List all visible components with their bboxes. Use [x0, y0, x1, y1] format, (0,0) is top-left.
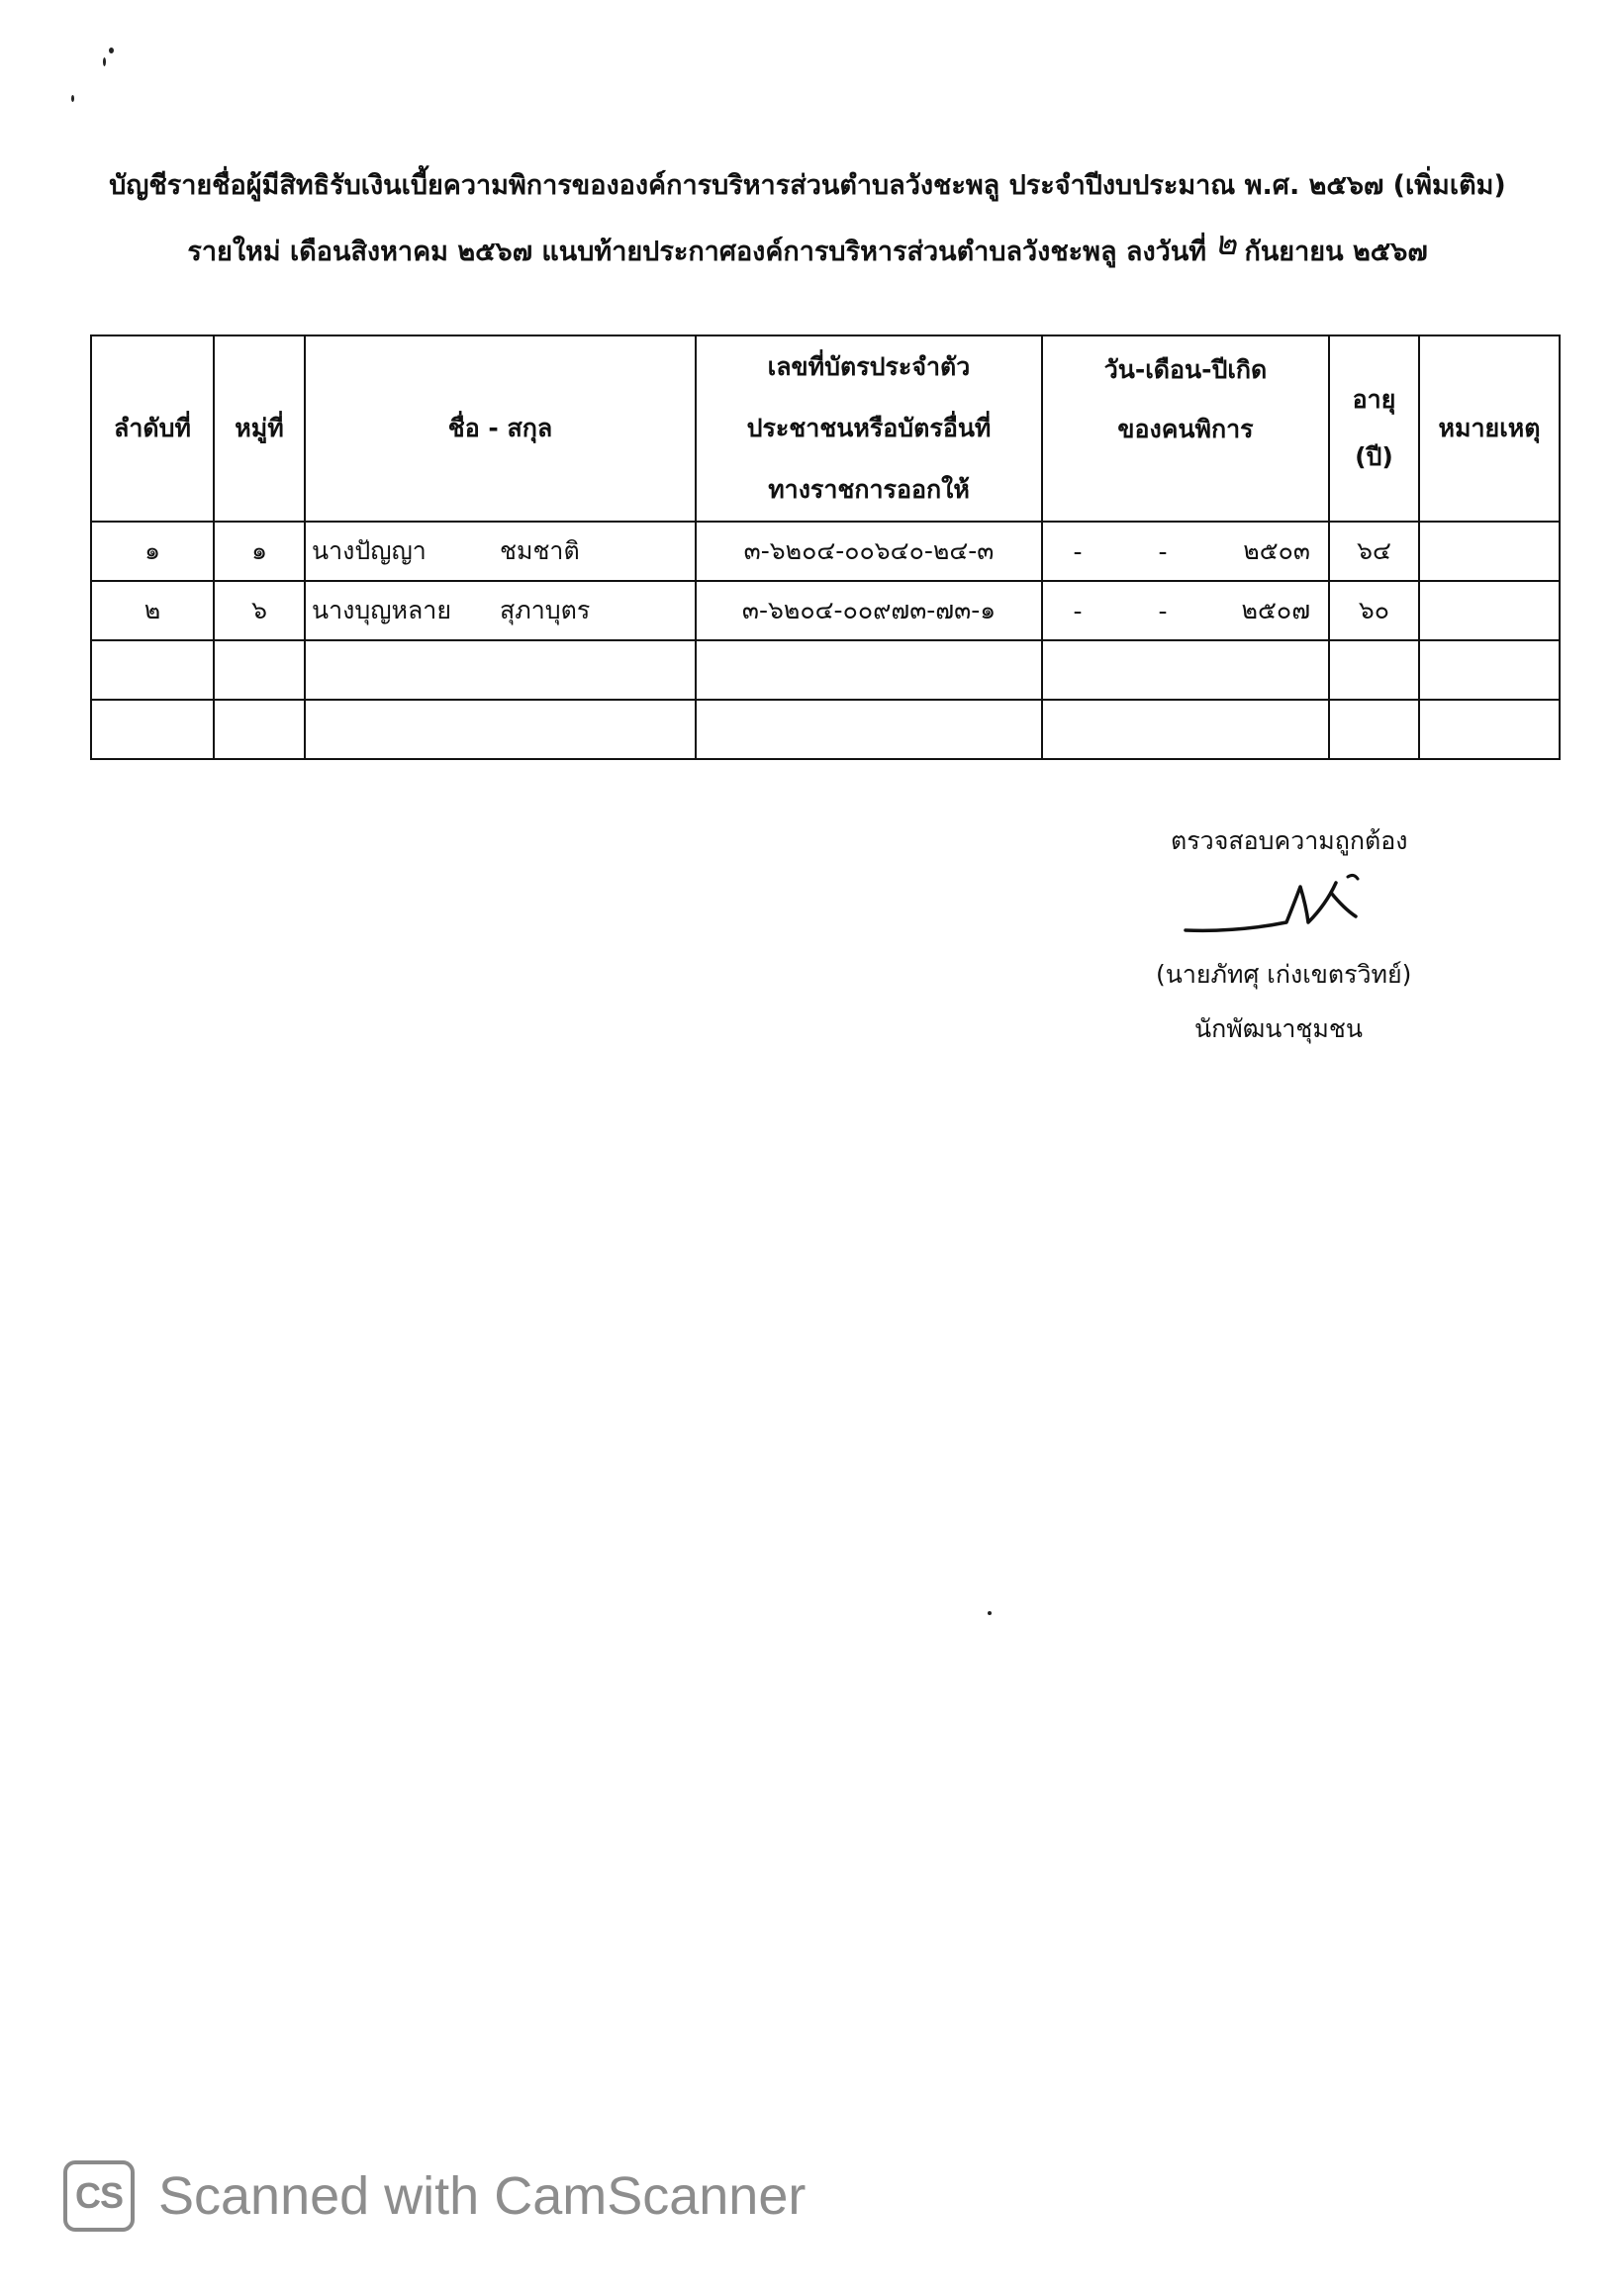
- cell-dob-year: ๒๕๐๗: [1241, 596, 1310, 624]
- header-dob-line-2: ของคนพิการ: [1117, 415, 1254, 443]
- empty-cell: [214, 640, 305, 700]
- empty-cell: [91, 700, 214, 759]
- beneficiary-table: [90, 335, 1561, 760]
- cell-remark: [1419, 581, 1560, 640]
- header-dob-line-1: วัน-เดือน-ปีเกิด: [1103, 355, 1268, 384]
- empty-cell: [1042, 700, 1329, 759]
- header-id-number: [696, 335, 1042, 522]
- header-age: [1329, 335, 1419, 522]
- header-dob: [1042, 335, 1329, 522]
- cell-dob-month: -: [1158, 536, 1168, 566]
- signer-position: นักพัฒนาชุมชน: [1194, 1014, 1363, 1043]
- header-id-line-1: เลขที่บัตรประจำตัว: [767, 352, 971, 381]
- header-village: หมู่ที่: [214, 335, 305, 522]
- cell-age: ๖๐: [1329, 581, 1419, 640]
- cell-last-name: ชมชาติ: [500, 536, 580, 565]
- cell-id-number: ๓-๖๒๐๔-๐๐๖๔๐-๒๔-๓: [696, 522, 1042, 581]
- header-id-line-2: ประชาชนหรือบัตรอื่นที่: [746, 414, 992, 442]
- document-title-line-1: บัญชีรายชื่อผู้มีสิทธิรับเงินเบี้ยความพิการขององค์การบริหารส่วนตำบลวังชะพลู ประจำปีงบประมาณ พ.ศ. ๒๕๖๗ (เพิ่มเติม): [109, 170, 1506, 201]
- cell-order: ๒: [91, 581, 214, 640]
- title-line-2-suffix: กันยายน ๒๕๖๗: [1244, 237, 1428, 267]
- signer-name: (นายภัทศุ เก่งเขตรวิทย์): [1156, 960, 1412, 989]
- empty-cell: [91, 640, 214, 700]
- empty-cell: [696, 640, 1042, 700]
- cell-id-number: ๓-๖๒๐๔-๐๐๙๗๓-๗๓-๑: [696, 581, 1042, 640]
- cell-name: [305, 522, 696, 581]
- header-name: ชื่อ - สกุล: [305, 335, 696, 522]
- watermark-text: Scanned with CamScanner: [158, 2166, 807, 2226]
- cell-first-name: นางปัญญา: [312, 536, 427, 565]
- empty-cell: [1329, 700, 1419, 759]
- cell-age: ๖๔: [1329, 522, 1419, 581]
- table-header-row: [91, 335, 1560, 522]
- table-row: [91, 522, 1560, 581]
- table-row-empty: [91, 700, 1560, 759]
- cell-dob-day: -: [1073, 596, 1083, 625]
- empty-cell: [1042, 640, 1329, 700]
- cell-village: ๖: [214, 581, 305, 640]
- empty-cell: [214, 700, 305, 759]
- header-id-line-3: ทางราชการออกให้: [768, 475, 970, 504]
- empty-cell: [696, 700, 1042, 759]
- cell-last-name: สุภาบุตร: [500, 596, 591, 624]
- empty-cell: [1419, 640, 1560, 700]
- cell-dob-month: -: [1158, 596, 1168, 625]
- header-age-line-1: อายุ: [1352, 385, 1396, 414]
- empty-cell: [1419, 700, 1560, 759]
- cell-name: [305, 581, 696, 640]
- empty-cell: [305, 700, 696, 759]
- empty-cell: [1329, 640, 1419, 700]
- cell-dob-day: -: [1073, 536, 1083, 566]
- handwritten-day: ๒: [1214, 224, 1237, 263]
- table-row: [91, 581, 1560, 640]
- cell-dob: [1042, 522, 1329, 581]
- camscanner-logo-icon: CS: [63, 2160, 135, 2232]
- empty-cell: [305, 640, 696, 700]
- cell-first-name: นางบุญหลาย: [312, 596, 451, 624]
- table-row-empty: [91, 640, 1560, 700]
- document-title-line-2: [0, 224, 1615, 272]
- header-remark: หมายเหตุ: [1419, 335, 1560, 522]
- cell-remark: [1419, 522, 1560, 581]
- header-age-line-2: (ปี): [1355, 442, 1393, 471]
- cell-dob: [1042, 581, 1329, 640]
- title-line-2-prefix: รายใหม่ เดือนสิงหาคม ๒๕๖๗ แนบท้ายประกาศองค์การบริหารส่วนตำบลวังชะพลู ลงวันที่: [187, 237, 1207, 267]
- handwritten-signature: [1178, 863, 1376, 942]
- header-order: ลำดับที่: [91, 335, 214, 522]
- cell-order: ๑: [91, 522, 214, 581]
- camscanner-watermark: [63, 2160, 806, 2232]
- cell-dob-year: ๒๕๐๓: [1243, 536, 1310, 565]
- verification-caption: ตรวจสอบความถูกต้อง: [1171, 826, 1408, 855]
- cell-village: ๑: [214, 522, 305, 581]
